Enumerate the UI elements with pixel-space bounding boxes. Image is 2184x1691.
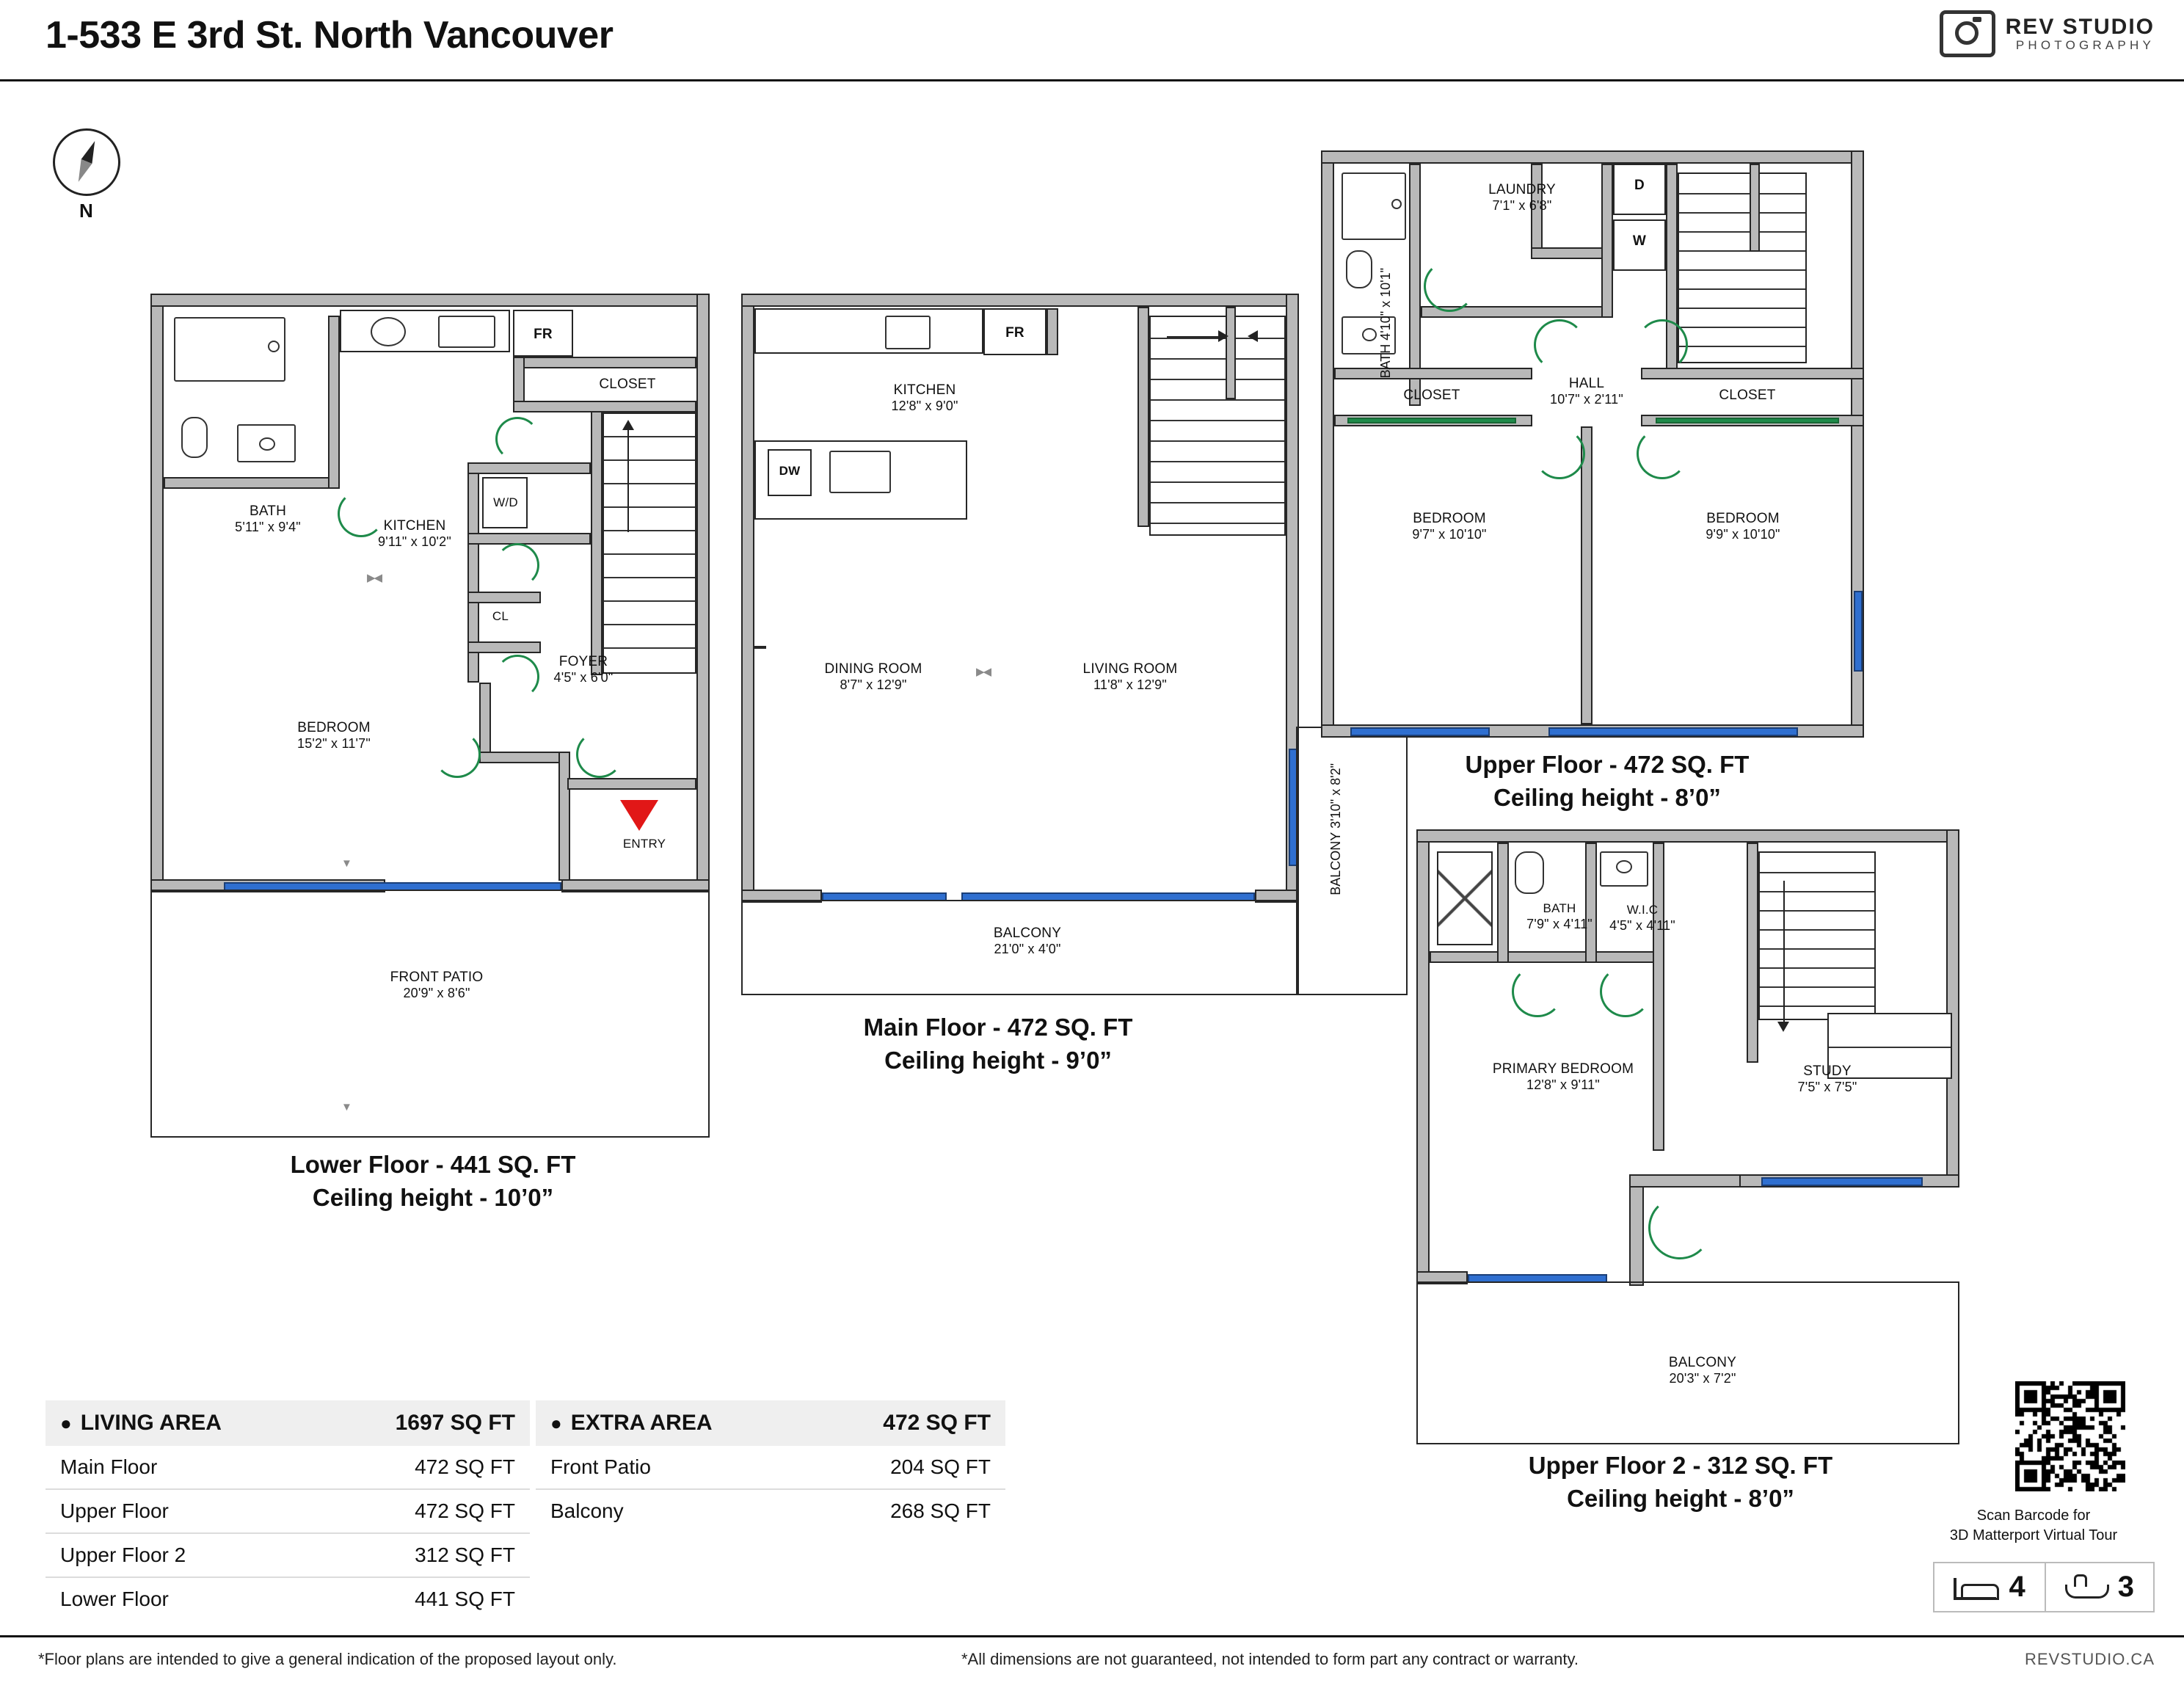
toilet-fixture	[181, 417, 208, 458]
wall	[1653, 843, 1664, 1151]
room-label: DW	[779, 464, 801, 478]
extra-area-table	[536, 1400, 1005, 1532]
sink-bowl-icon	[1616, 860, 1632, 873]
toilet-fixture	[1515, 851, 1544, 894]
tub-drain-icon	[268, 341, 280, 352]
room-label: BEDROOM 15'2" x 11'7"	[297, 720, 371, 752]
table-row: Front Patio 204 SQ FT	[536, 1446, 1005, 1490]
wall	[1629, 1174, 1644, 1286]
door-swing	[1512, 966, 1563, 1017]
room-label: FR	[534, 327, 553, 342]
room-label: LAUNDRY 7'1" x 6'8"	[1488, 182, 1556, 214]
wall	[150, 294, 710, 307]
table-row: Balcony 268 SQ FT	[550, 1499, 991, 1522]
wall	[513, 401, 696, 412]
floorplan-main: KITCHEN 12'8" x 9'0" FR DW DINING ROOM 8'7" x 12'9" LIVING ROOM 11'8" x 12'9" BALCONY 21'0" x 4'0" BALCONY 3'10" x 8'2" ▶◀	[741, 294, 1328, 961]
wall	[1334, 368, 1532, 379]
room-label: BATH 4'10" x 10'1"	[1378, 268, 1393, 379]
room-label: W.I.C 4'5" x 4'11"	[1609, 903, 1675, 933]
toilet-fixture	[1346, 250, 1372, 288]
room-label: CLOSET	[599, 377, 656, 392]
wall	[1321, 150, 1864, 164]
room-label: BATH 5'11" x 9'4"	[235, 503, 301, 535]
door-swing	[1534, 428, 1585, 479]
wall	[1430, 951, 1664, 963]
wall	[1416, 829, 1430, 1284]
wall	[467, 592, 541, 603]
kitchen-counter	[754, 308, 983, 354]
table-row: Upper Floor 2 312 SQ FT	[46, 1534, 530, 1578]
closet-rod	[1347, 418, 1516, 423]
room-label: FRONT PATIO 20'9" x 8'6"	[390, 970, 484, 1001]
room-label: BEDROOM 9'7" x 10'10"	[1412, 511, 1487, 542]
wall	[567, 778, 696, 790]
extra-area-total: 472 SQ FT	[883, 1411, 991, 1435]
door-swing	[495, 543, 539, 587]
wall	[328, 316, 340, 489]
wall	[479, 752, 567, 763]
floorplan-upper	[1321, 150, 1879, 745]
bullet-icon: ●	[550, 1412, 562, 1434]
brand-name: REV STUDIO	[2005, 15, 2155, 40]
wall	[1581, 426, 1592, 724]
room-label: PRIMARY BEDROOM 12'8" x 9'11"	[1492, 1061, 1634, 1093]
wall	[1946, 829, 1959, 1182]
room-label: CLOSET	[1719, 388, 1776, 403]
room-label: BEDROOM 9'9" x 10'10"	[1706, 511, 1780, 542]
extra-area-header	[536, 1400, 1005, 1446]
room-label: BALCONY 3'10" x 8'2"	[1328, 763, 1343, 895]
compass-needle-south-icon	[73, 159, 92, 184]
stair-direction-line	[627, 426, 629, 532]
wall	[164, 477, 340, 489]
room-label: KITCHEN 12'8" x 9'0"	[891, 382, 958, 414]
footer-divider	[0, 1635, 2184, 1637]
window	[1350, 727, 1490, 736]
door-swing	[1648, 1196, 1711, 1259]
stair-direction-line	[1783, 881, 1785, 1028]
wall	[1138, 307, 1149, 527]
extra-area-title: EXTRA AREA	[570, 1411, 713, 1435]
bathtub-icon	[2065, 1574, 2105, 1601]
wall	[467, 641, 541, 653]
door-swing	[1637, 319, 1688, 371]
wall	[591, 411, 603, 675]
wall	[150, 294, 164, 892]
door-swing	[1637, 428, 1688, 479]
entry-label: ENTRY	[622, 837, 666, 851]
door-swing	[434, 731, 481, 778]
wall	[1046, 308, 1058, 355]
shower-x-icon	[1438, 853, 1491, 944]
bedroom-count: 4	[1934, 1563, 2045, 1611]
floor-caption-main: Main Floor - 472 SQ. FT Ceiling height - 9’0”	[863, 1014, 1133, 1074]
room-label: LIVING ROOM 11'8" x 12'9"	[1082, 661, 1178, 693]
window	[1854, 591, 1863, 672]
stair-down-arrow-icon	[1248, 330, 1258, 342]
window	[1761, 1177, 1923, 1186]
qr-caption: Scan Barcode for 3D Matterport Virtual Tour	[1949, 1508, 2118, 1543]
floorplan-lower: BATH 5'11" x 9'4" KITCHEN 9'11" x 10'2" CLOSET FR W/D CL FOYER 4'5" x 6'0" BEDROOM 15'2" x 11'7" FRONT PATIO 20'9" x 8'6" ENTRY ▶◀ ▼ ▼	[150, 294, 716, 1123]
header-divider	[0, 79, 2184, 81]
room-label: STUDY 7'5" x 7'5"	[1797, 1063, 1857, 1095]
room-label: HALL 10'7" x 2'11"	[1550, 376, 1623, 407]
staircase	[1149, 316, 1286, 536]
kitchen-sink-icon	[438, 316, 495, 348]
floorplan-upper2	[1416, 829, 1996, 1409]
staircase	[1678, 172, 1807, 363]
bed-icon	[1954, 1575, 1996, 1600]
sink-bowl-icon	[1362, 328, 1377, 341]
wall	[1601, 164, 1613, 318]
tub-drain-icon	[1391, 199, 1402, 209]
wall	[1321, 150, 1334, 738]
room-label: DINING ROOM 8'7" x 12'9"	[824, 661, 922, 693]
wall	[558, 752, 570, 881]
wall	[1416, 829, 1959, 843]
wall	[513, 357, 696, 368]
wall	[1750, 164, 1760, 252]
living-area-table	[46, 1400, 530, 1621]
window	[1548, 727, 1798, 736]
wall	[741, 294, 1299, 307]
room-label: CLOSET	[1403, 388, 1460, 403]
stair-up-arrow-icon	[622, 420, 634, 430]
sink-bowl-icon	[259, 437, 275, 451]
brand-tagline: PHOTOGRAPHY	[2015, 37, 2155, 52]
qr-code[interactable]	[2015, 1381, 2125, 1491]
cooktop-icon	[885, 316, 931, 349]
footer-website: REVSTUDIO.CA	[2024, 1650, 2155, 1668]
kitchen-sink-icon	[829, 451, 891, 493]
staircase	[1758, 851, 1876, 1020]
cooktop-icon	[371, 317, 406, 346]
floor-caption-lower: Lower Floor - 441 SQ. FT Ceiling height - 10’0”	[290, 1151, 576, 1211]
door-swing	[1600, 966, 1651, 1017]
room-label: CL	[492, 609, 509, 623]
wall	[1629, 1174, 1747, 1188]
wall	[467, 462, 591, 474]
wall	[1641, 368, 1864, 379]
room-label: FR	[1005, 325, 1024, 341]
door-swing	[576, 731, 623, 778]
room-label: BALCONY 20'3" x 7'2"	[1668, 1355, 1737, 1386]
footer-disclaimer-right: *All dimensions are not guaranteed, not intended to form part any contract or warranty.	[961, 1650, 1579, 1668]
compass-icon	[53, 128, 120, 196]
door-swing	[495, 417, 539, 461]
room-label: BALCONY 21'0" x 4'0"	[993, 925, 1062, 957]
table-row: Upper Floor 472 SQ FT	[46, 1490, 530, 1534]
brand-logo	[1940, 10, 2155, 57]
page-title: 1-533 E 3rd St. North Vancouver	[46, 14, 614, 57]
bathroom-count: 3	[2045, 1563, 2153, 1611]
floor-caption-upper2: Upper Floor 2 - 312 SQ. FT Ceiling height - 8’0”	[1528, 1452, 1833, 1512]
front-patio-outline	[150, 890, 710, 1138]
room-label: D	[1634, 178, 1645, 193]
stair-direction-line	[1167, 336, 1218, 338]
entry-marker-icon	[620, 800, 658, 831]
door-swing	[1534, 319, 1585, 371]
wall	[1747, 843, 1758, 1063]
wall	[741, 294, 754, 903]
wall	[1226, 307, 1236, 399]
living-area-title: LIVING AREA	[80, 1411, 222, 1435]
compass-north-label: N	[79, 200, 93, 222]
table-row: Lower Floor 441 SQ FT	[60, 1588, 515, 1610]
stair-up-arrow-icon	[1218, 330, 1228, 342]
room-label: W	[1632, 233, 1647, 249]
table-row: Main Floor 472 SQ FT	[46, 1446, 530, 1490]
bullet-icon: ●	[60, 1412, 72, 1434]
stair-down-arrow-icon	[1777, 1022, 1789, 1032]
staircase	[603, 412, 696, 674]
living-area-total: 1697 SQ FT	[395, 1411, 515, 1435]
living-area-header	[46, 1400, 530, 1446]
room-label: FOYER 4'5" x 6'0"	[553, 654, 614, 686]
floor-caption-upper: Upper Floor - 472 SQ. FT Ceiling height - 8’0”	[1465, 751, 1750, 811]
camera-icon	[1940, 10, 1995, 57]
footer-disclaimer-left: *Floor plans are intended to give a general indication of the proposed layout only.	[38, 1650, 617, 1668]
room-counts	[1933, 1562, 2155, 1612]
room-label: KITCHEN 9'11" x 10'2"	[378, 518, 451, 550]
closet-rod	[1656, 418, 1839, 423]
door-swing	[1424, 261, 1475, 312]
room-label: BATH 7'9" x 4'11"	[1526, 901, 1592, 931]
room-label: W/D	[493, 495, 518, 509]
